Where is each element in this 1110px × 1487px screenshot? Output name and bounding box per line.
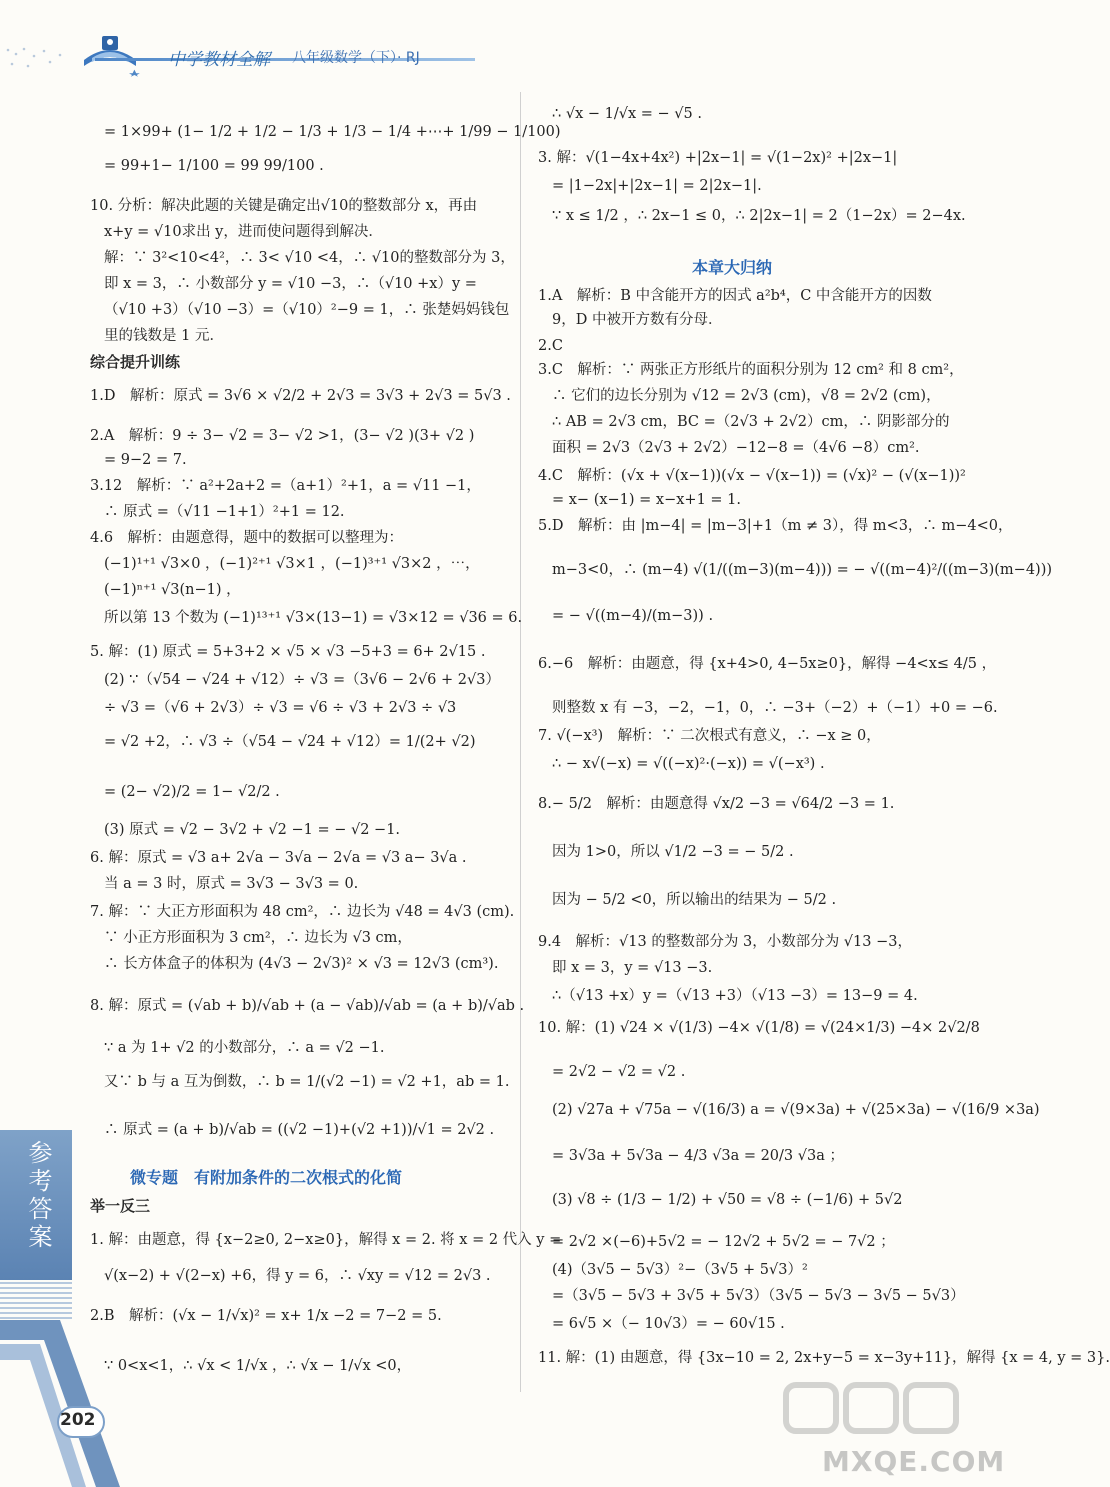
page-header <box>0 0 1000 82</box>
book-title: 中学教材全解 <box>168 50 270 70</box>
answer-line: √(x−2) + √(2−x) +6，得 y = 6，∴ √xy = √12 = 2√3 . <box>104 1268 491 1284</box>
answer-line: 8. 解：原式 = (√ab + b)/√ab + (a − √ab)/√ab = (a + b)/√ab . <box>90 998 525 1014</box>
answer-line: = 2√2 ×(−6)+5√2 = − 12√2 + 5√2 = − 7√2 ； <box>552 1234 895 1250</box>
answer-line: ∵ a 为 1+ √2 的小数部分，∴ a = √2 −1. <box>104 1040 385 1056</box>
answer-line: 6.−6 解析：由题意，得 {x+4>0, 4−5x≥0}，解得 −4<x≤ 4/5 ， <box>538 656 997 672</box>
answer-line: =（3√5 − 5√3 + 3√5 + 5√3）（3√5 − 5√3 − 3√5 − 5√3） <box>552 1288 965 1304</box>
answer-line: 5. 解：(1) 原式 = 5+3+2 × √5 × √3 −5+3 = 6+ 2√15 . <box>90 644 486 660</box>
answer-line: 4.6 解析：由题意得，题中的数据可以整理为： <box>90 530 404 546</box>
answer-line: = 3√3a + 5√3a − 4/3 √3a = 20/3 √3a ； <box>552 1148 844 1164</box>
answer-line: ∴（√13 +x）y =（√13 +3）（√13 −3）= 13−9 = 4. <box>552 988 918 1004</box>
answer-line: 4.C 解析：(√x + √(x−1))(√x − √(x−1)) = (√x)² − (√(x−1))² <box>538 468 966 484</box>
answer-line: 9.4 解析：√13 的整数部分为 3，小数部分为 √13 −3， <box>538 934 912 950</box>
answer-line: = 1×99+ (1− 1/2 + 1/2 − 1/3 + 1/3 − 1/4 +⋯+ 1/99 − 1/100) <box>104 124 561 140</box>
answer-line: 10. 解：(1) √24 × √(1/3) −4× √(1/8) = √(24×1/3) −4× 2√2/8 <box>538 1020 980 1036</box>
answer-line: 3. 解：√(1−4x+4x²) +|2x−1| = √(1−2x)² +|2x−1| <box>538 150 898 166</box>
answer-line: ∵ 0<x<1，∴ √x < 1/√x ，∴ √x − 1/√x <0， <box>104 1358 412 1374</box>
answer-line: 10. 分析：解决此题的关键是确定出√10的整数部分 x，再由 <box>90 198 478 214</box>
answer-line: 2.C <box>538 338 563 354</box>
answer-line: 当 a = 3 时，原式 = 3√3 − 3√3 = 0. <box>104 876 359 892</box>
answer-line: 里的钱数是 1 元． <box>104 328 224 344</box>
answer-line: = (2− √2)/2 = 1− √2/2 . <box>104 784 280 800</box>
answer-line: ∴ 长方体盒子的体积为 (4√3 − 2√3)² × √3 = 12√3 (cm³). <box>104 956 499 972</box>
section-heading: 综合提升训练 <box>90 353 181 371</box>
answer-line: 9，D 中被开方数有分母． <box>552 312 723 328</box>
answer-line: 7. 解：∵ 大正方形面积为 48 cm²，∴ 边长为 √48 = 4√3 (cm). <box>90 904 515 920</box>
answer-line: 3.C 解析：∵ 两张正方形纸片的面积分别为 12 cm² 和 8 cm²， <box>538 362 964 378</box>
section-heading: 举一反三 <box>90 1197 151 1215</box>
answer-line: = 99+1− 1/100 = 99 99/100 . <box>104 158 324 174</box>
column-divider <box>520 92 521 1392</box>
watermark-text: MXQE.COM <box>822 1445 1006 1478</box>
answer-line: 3.12 解析：∵ a²+2a+2 =（a+1）²+1，a = √11 −1， <box>90 478 481 494</box>
answer-line: 即 x = 3，∴ 小数部分 y = √10 −3，∴（√10 +x）y = <box>104 276 477 292</box>
answer-line: 面积 = 2√3（2√3 + 2√2）−12−8 =（4√6 −8）cm². <box>552 440 920 456</box>
answer-line: ∴ 它们的边长分别为 √12 = 2√3 (cm)，√8 = 2√2 (cm)， <box>552 388 941 404</box>
answer-line: (2) ∵（√54 − √24 + √12）÷ √3 =（3√6 − 2√6 + 2√3） <box>104 672 500 688</box>
answer-line: 又∵ b 与 a 互为倒数，∴ b = 1/(√2 −1) = √2 +1，ab = 1. <box>104 1074 510 1090</box>
answer-line: ∴ √x − 1/√x = − √5 . <box>552 106 702 122</box>
answer-line: 则整数 x 有 −3，−2，−1，0，∴ −3+（−2）+（−1）+0 = −6. <box>552 700 998 716</box>
decorative-dots <box>0 40 70 80</box>
answer-line: = 2√2 − √2 = √2 . <box>552 1064 686 1080</box>
answer-line: = 6√5 ×（− 10√3）= − 60√15 . <box>552 1316 785 1332</box>
answer-line: ÷ √3 =（√6 + 2√3）÷ √3 = √6 ÷ √3 + 2√3 ÷ √3 <box>104 700 457 716</box>
answer-line: 所以第 13 个数为 (−1)¹³⁺¹ √3×(13−1) = √3×12 = √36 = 6. <box>104 610 523 626</box>
answer-line: ∴ AB = 2√3 cm，BC =（2√3 + 2√2）cm，∴ 阴影部分的 <box>552 414 950 430</box>
answer-line: 11. 解：(1) 由题意，得 {3x−10 = 2, 2x+y−5 = x−3y+11}，解得 {x = 4, y = 3}. <box>538 1350 1110 1366</box>
answer-line: 7. √(−x³) 解析：∵ 二次根式有意义，∴ −x ≥ 0， <box>538 728 881 744</box>
corner-decoration <box>0 1300 120 1487</box>
answer-line: 即 x = 3，y = √13 −3. <box>552 960 713 976</box>
answer-line: （√10 +3）（√10 −3）=（√10）²−9 = 1，∴ 张楚妈妈钱包 <box>104 302 510 318</box>
answer-line: 1.D 解析：原式 = 3√6 × √2/2 + 2√3 = 3√3 + 2√3 = 5√3 . <box>90 388 511 404</box>
answer-line: x+y = √10求出 y，进而使问题得到解决． <box>104 224 383 240</box>
answer-line: (4)（3√5 − 5√3）²−（3√5 + 5√3）² <box>552 1262 808 1278</box>
answer-line: ∴ − x√(−x) = √((−x)²·(−x)) = √(−x³) . <box>552 756 825 772</box>
answer-line: (−1)¹⁺¹ √3×0 ，(−1)²⁺¹ √3×1 ，(−1)³⁺¹ √3×2 ，⋯， <box>104 556 480 572</box>
answer-line: 因为 − 5/2 <0，所以输出的结果为 − 5/2 . <box>552 892 837 908</box>
answer-line: (2) √27a + √75a − √(16/3) a = √(9×3a) + √(25×3a) − √(16/9 ×3a) <box>552 1102 1040 1118</box>
answer-line: m−3<0，∴ (m−4) √(1/((m−3)(m−4))) = − √((m−4)²/((m−3)(m−4))) <box>552 562 1053 578</box>
answer-line: (3) √8 ÷ (1/3 − 1/2) + √50 = √8 ÷ (−1/6) + 5√2 <box>552 1192 903 1208</box>
answer-line: 因为 1>0，所以 √1/2 −3 = − 5/2 . <box>552 844 794 860</box>
answer-line: = 9−2 = 7. <box>104 452 187 468</box>
answer-line: = |1−2x|+|2x−1| = 2|2x−1|. <box>552 178 762 194</box>
answer-line: 2.A 解析：9 ÷ 3− √2 = 3− √2 >1，(3− √2 )(3+ √2 ) <box>90 428 475 444</box>
book-logo-icon <box>78 30 142 78</box>
answer-line: 6. 解：原式 = √3 a+ 2√a − 3√a − 2√a = √3 a− 3√a . <box>90 850 467 866</box>
answer-line: 5.D 解析：由 |m−4| = |m−3|+1（m ≠ 3），得 m<3，∴ m−4<0， <box>538 518 1013 534</box>
answer-line: 1.A 解析：B 中含能开方的因式 a²b⁴，C 中含能开方的因数 <box>538 288 932 304</box>
book-subtitle: 八年级数学（下）· RJ <box>292 50 420 66</box>
page-number: 202 <box>60 1410 96 1430</box>
answer-line: ∵ 小正方形面积为 3 cm²，∴ 边长为 √3 cm， <box>104 930 412 946</box>
answer-line: (3) 原式 = √2 − 3√2 + √2 −1 = − √2 −1. <box>104 822 401 838</box>
answer-line: 2.B 解析：(√x − 1/√x)² = x+ 1/x −2 = 7−2 = 5. <box>90 1308 442 1324</box>
answer-line: 8.− 5/2 解析：由题意得 √x/2 −3 = √64/2 −3 = 1. <box>538 796 895 812</box>
section-heading: 微专题 有附加条件的二次根式的化简 <box>130 1168 403 1187</box>
answer-line: = x− (x−1) = x−x+1 = 1. <box>552 492 742 508</box>
answer-line: ∴ 原式 =（√11 −1+1）²+1 = 12. <box>104 504 345 520</box>
answer-line: 解：∵ 3²<10<4²，∴ 3< √10 <4，∴ √10的整数部分为 3， <box>104 250 515 266</box>
answer-line: (−1)ⁿ⁺¹ √3(n−1) ， <box>104 582 241 598</box>
answer-line: ∵ x ≤ 1/2 ，∴ 2x−1 ≤ 0，∴ 2|2x−1| = 2（1−2x）= 2−4x. <box>552 208 966 224</box>
answer-line: ∴ 原式 = (a + b)/√ab = ((√2 −1)+(√2 +1))/√1 = 2√2 . <box>104 1122 495 1138</box>
side-tab-label: 参考答案 <box>24 1140 52 1252</box>
section-heading: 本章大归纳 <box>692 258 773 277</box>
answer-line: = √2 +2，∴ √3 ÷（√54 − √24 + √12）= 1/(2+ √2) <box>104 734 476 750</box>
answer-line: = − √((m−4)/(m−3)) . <box>552 608 714 624</box>
answer-line: 1. 解：由题意，得 {x−2≥0, 2−x≥0}，解得 x = 2. 将 x = 2 代入 y = <box>90 1232 562 1248</box>
